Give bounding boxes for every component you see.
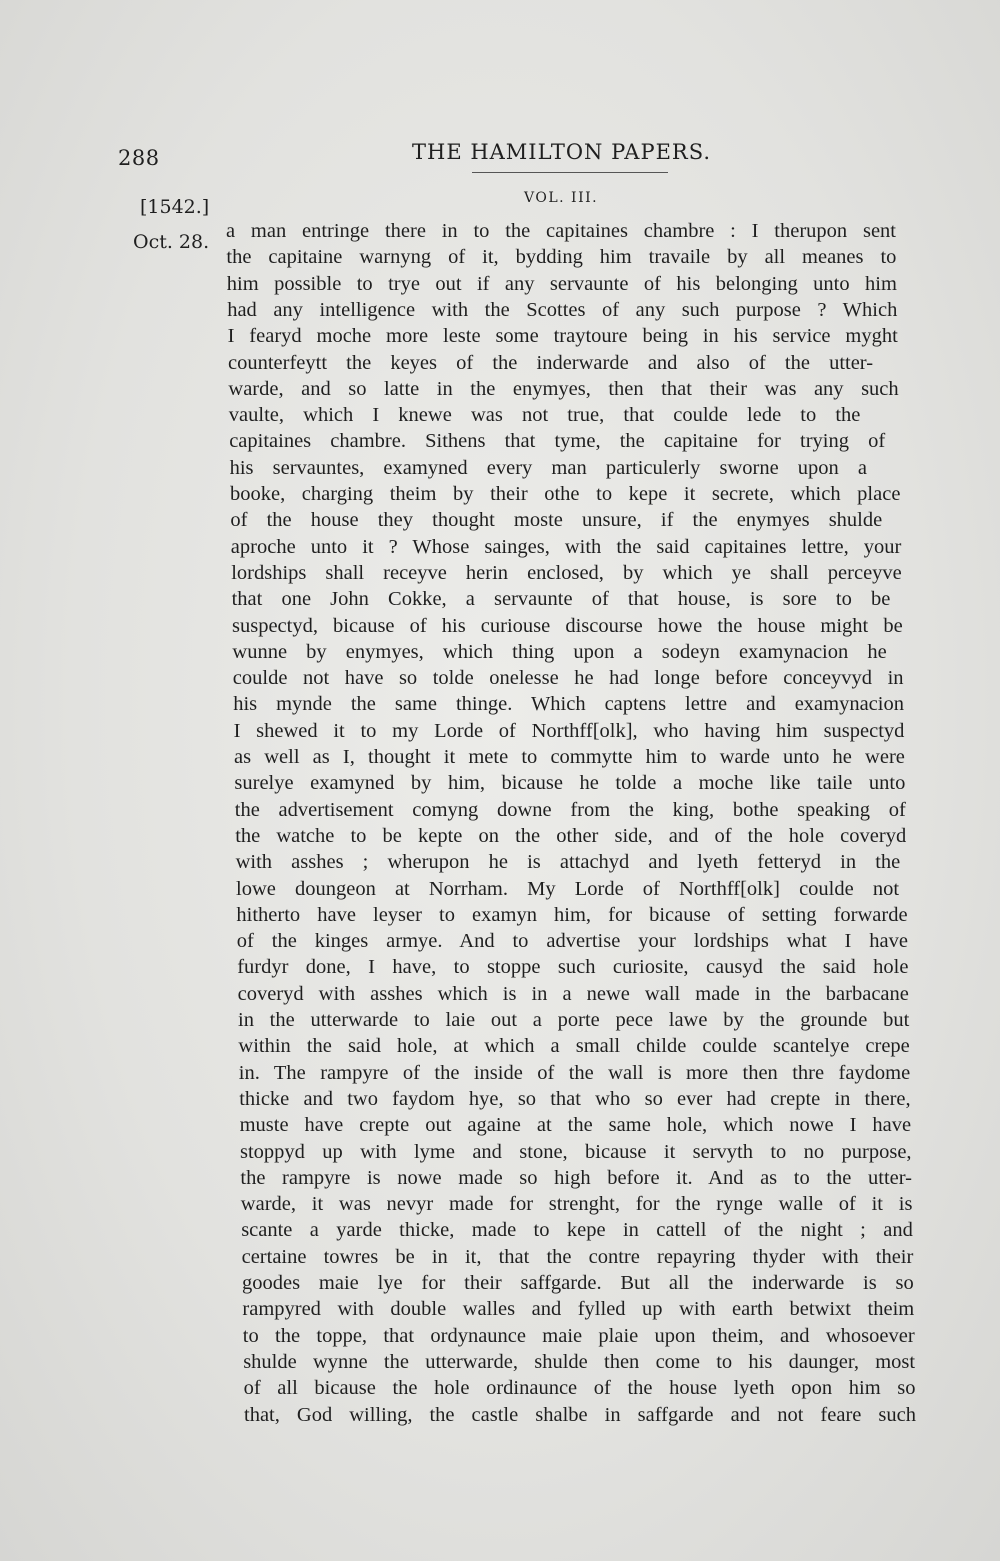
text-line: of the kinges armye. And to advertise your lordships what I have [236, 930, 908, 953]
text-line: warde, it was nevyr made for strenght, for the rynge walle of it is [240, 1193, 913, 1216]
text-line: surelye examyned by him, bicause he tolde a moche like taile unto [234, 772, 906, 795]
text-line: goodes maie lye for their saffgarde. But all the inderwarde is so [242, 1272, 914, 1294]
page-number: 288 [118, 146, 160, 170]
text-line: rampyred with double walles and fylled up with earth betwixt theim [242, 1298, 915, 1321]
text-line: of the house they thought moste unsure, if the enymyes shulde [230, 509, 883, 532]
text-line: aproche unto it ? Whose sainges, with the said capitaines lettre, your [230, 535, 902, 558]
margin-date: Oct. 28. [133, 231, 210, 253]
text-line: muste have crepte out againe at the same hole, which nowe I have [239, 1114, 912, 1137]
text-line: hitherto have leyser to examyn him, for bicause of setting forwarde [236, 903, 908, 926]
text-line: thicke and two faydom hye, so that who so ever had crepte in there, [239, 1087, 911, 1110]
running-title: THE HAMILTON PAPERS. [412, 140, 712, 164]
text-line: coulde not have so tolde onelesse he had longe before conceyvyd in [232, 667, 904, 690]
text-line: the rampyre is nowe made so high before it. And as to the utter- [240, 1166, 912, 1189]
text-line: with asshes ; wherupon he is attachyd and lyeth fetteryd in the [235, 851, 901, 874]
text-line: had any intelligence with the Scottes of any such purpose ? Which [227, 298, 898, 321]
text-line: within the said hole, at which a small childe coulde scantelye crepe [238, 1035, 910, 1058]
text-line: lowe doungeon at Norrham. My Lorde of Northff[olk] coulde not [236, 877, 900, 900]
text-line: shulde wynne the utterwarde, shulde then come to his daunger, most [243, 1350, 916, 1373]
text-line: his servauntes, examyned every man particulerly sworne upon a [229, 456, 868, 479]
text-line: as well as I, thought it mete to commytte him to warde unto he were [234, 746, 905, 768]
text-line: scante a yarde thicke, made to kepe in cattell of the night ; and [241, 1219, 913, 1242]
text-line: a man entringe there in to the capitaines chambre : I therupon sent [226, 220, 896, 242]
text-line: lordships shall receyve herin enclosed, by which ye shall perceyve [231, 561, 902, 584]
text-line: I fearyd moche more leste some traytoure being in his service myght [227, 325, 898, 348]
text-line: coveryd with asshes which is in a newe wall made in the barbacane [237, 982, 909, 1005]
text-line: his mynde the same thinge. Which captens lettre and examynacion [233, 693, 904, 716]
text-line: furdyr done, I have, to stoppe such curiosite, causyd the said hole [237, 956, 909, 979]
text-line: counterfeytt the keyes of the inderwarde and also of the utter- [228, 351, 874, 374]
text-line: certaine towres be in it, that the contre repayring thyder with their [241, 1245, 914, 1268]
text-line: in the utterwarde to laie out a porte pece lawe by the grounde but [238, 1009, 910, 1031]
text-line: vaulte, which I knewe was not true, that coulde lede to the [228, 404, 861, 427]
header-rule [472, 172, 668, 173]
text-line: that, God willing, the castle shalbe in saffgarde and not feare such [244, 1403, 916, 1426]
text-line: booke, charging theim by their othe to kepe it secrete, which place [230, 483, 901, 505]
text-line: him possible to trye out if any servaunte of his belonging unto him [226, 272, 897, 295]
text-line: warde, and so latte in the enymyes, then that their was any such [228, 377, 899, 400]
text-line: the advertisement comyng downe from the king, bothe speaking of [234, 798, 906, 821]
text-line: suspectyd, bicause of his curiouse discourse howe the house might be [232, 614, 903, 637]
text-line: wunne by enymyes, which thing upon a sodeyn examynacion he [232, 640, 887, 663]
volume-label: VOL. III. [524, 190, 599, 206]
text-line: the watche to be kepte on the other side, and of the hole coveryd [235, 824, 907, 847]
text-line: in. The rampyre of the inside of the wall is more then thre faydome [238, 1061, 911, 1084]
text-line: stoppyd up with lyme and stone, bicause it servyth to no purpose, [240, 1140, 912, 1163]
text-line: the capitaine warnyng of it, bydding him travaile by all meanes to [226, 246, 897, 269]
text-line: that one John Cokke, a servaunte of that house, is sore to be [231, 588, 891, 611]
text-line: capitaines chambre. Sithens that tyme, the capitaine for trying of [229, 430, 886, 453]
margin-year: [1542.] [140, 196, 210, 218]
text-line: of all bicause the hole ordinaunce of the house lyeth opon him so [243, 1377, 916, 1400]
text-line: I shewed it to my Lorde of Northff[olk], who having him suspectyd [233, 719, 905, 742]
text-line: to the toppe, that ordynaunce maie plaie upon theim, and whosoever [242, 1324, 915, 1347]
